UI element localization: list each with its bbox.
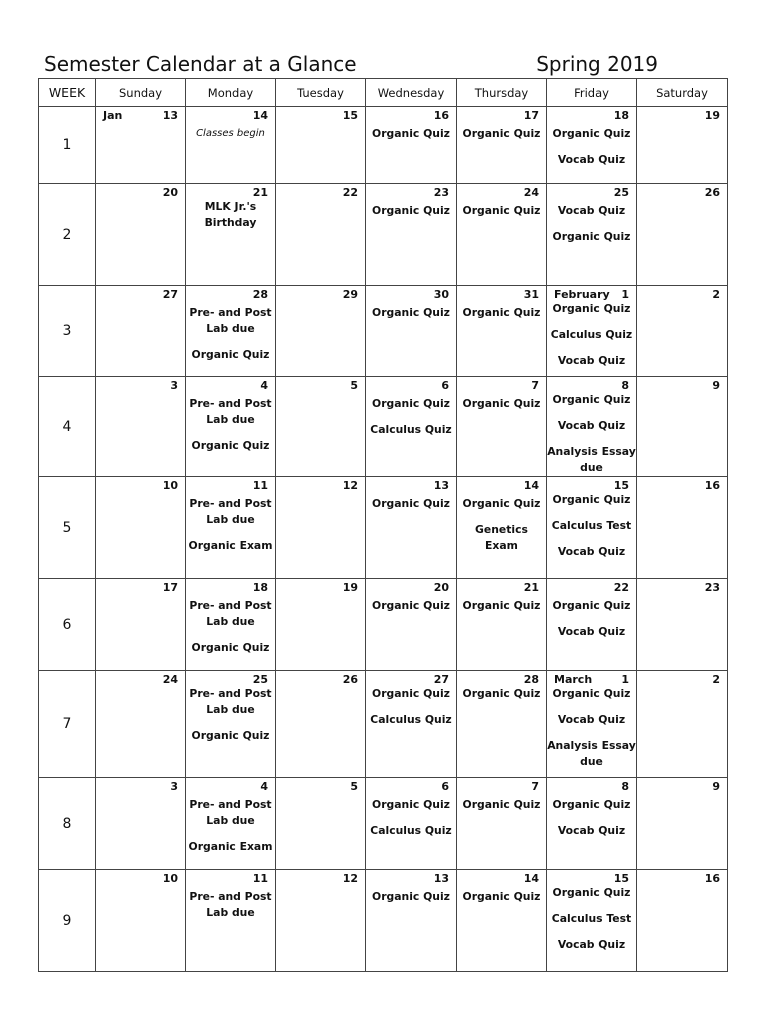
- day-number: 21: [523, 581, 539, 594]
- day-cell-thursday: [457, 107, 547, 184]
- day-number: 19: [342, 581, 358, 594]
- day-number: 20: [433, 581, 449, 594]
- week-number: 2: [39, 184, 96, 286]
- event-item: Vocab Quiz: [557, 938, 626, 951]
- day-cell-saturday: [637, 286, 728, 377]
- event-item: Analysis Essay due: [547, 739, 636, 768]
- day-number: 13: [433, 479, 449, 492]
- day-number: 14: [523, 479, 539, 492]
- event-item: Organic Quiz: [462, 127, 541, 140]
- day-number: 31: [523, 288, 539, 301]
- week-row: [39, 671, 728, 778]
- event-item: Organic Quiz: [552, 798, 631, 811]
- day-number: 4: [260, 780, 268, 793]
- day-cell-thursday: [457, 286, 547, 377]
- day-number: 8: [621, 780, 629, 793]
- event-item: Organic Quiz: [552, 599, 631, 612]
- event-item: Organic Quiz: [462, 599, 541, 612]
- day-cell-tuesday: [276, 778, 366, 870]
- day-number: 25: [613, 186, 629, 199]
- week-row: [39, 870, 728, 972]
- day-cell-wednesday: [366, 184, 457, 286]
- event-item: Organic Quiz: [462, 497, 541, 510]
- event-item: Pre- and Post Lab due: [189, 306, 272, 335]
- day-cell-tuesday: [276, 579, 366, 671]
- event-item: Calculus Quiz: [370, 713, 452, 726]
- day-cell-tuesday: [276, 286, 366, 377]
- day-cell-saturday: [637, 870, 728, 972]
- event-item: MLK Jr.'s Birthday: [204, 200, 257, 229]
- day-cell-thursday: [457, 579, 547, 671]
- day-number: 23: [433, 186, 449, 199]
- day-number: 18: [252, 581, 268, 594]
- page-title: Semester Calendar at a Glance: [44, 52, 357, 76]
- day-cell-sunday: [96, 671, 186, 778]
- week-number: 7: [39, 671, 96, 778]
- day-number: 5: [350, 379, 358, 392]
- day-cell-friday: [547, 778, 637, 870]
- event-item: Organic Exam: [188, 840, 273, 853]
- day-cell-thursday: [457, 671, 547, 778]
- day-number: 25: [252, 673, 268, 686]
- event-item: Organic Quiz: [372, 397, 450, 410]
- day-cell-wednesday: [366, 671, 457, 778]
- day-cell-friday: [547, 107, 637, 184]
- day-cell-wednesday: [366, 477, 457, 579]
- column-header-tuesday: Tuesday: [276, 79, 366, 107]
- day-number: 4: [260, 379, 268, 392]
- day-number: 21: [252, 186, 268, 199]
- day-number: 16: [433, 109, 449, 122]
- day-number: 9: [712, 379, 720, 392]
- week-row: [39, 184, 728, 286]
- day-number: 11: [252, 872, 268, 885]
- day-number: 29: [342, 288, 358, 301]
- semester-label: Spring 2019: [536, 52, 658, 76]
- day-number: 16: [704, 872, 720, 885]
- day-number: 13: [162, 109, 178, 122]
- column-header-sunday: Sunday: [96, 79, 186, 107]
- day-number: 17: [523, 109, 539, 122]
- day-cell-saturday: [637, 778, 728, 870]
- day-cell-monday: [186, 671, 276, 778]
- event-item: Vocab Quiz: [557, 824, 626, 837]
- day-cell-tuesday: [276, 107, 366, 184]
- day-cell-wednesday: [366, 870, 457, 972]
- day-number: 15: [613, 479, 629, 492]
- day-cell-sunday: [96, 184, 186, 286]
- day-number: 26: [342, 673, 358, 686]
- month-label: Jan: [103, 109, 123, 122]
- day-number: 10: [162, 479, 178, 492]
- day-cell-friday: [547, 377, 637, 477]
- calendar-header: [44, 52, 664, 78]
- day-cell-friday: [547, 184, 637, 286]
- event-item: Analysis Essay due: [547, 445, 636, 474]
- day-cell-thursday: [457, 184, 547, 286]
- day-cell-sunday: [96, 579, 186, 671]
- day-number: 16: [704, 479, 720, 492]
- day-cell-tuesday: [276, 671, 366, 778]
- day-cell-sunday: [96, 778, 186, 870]
- day-number: 5: [350, 780, 358, 793]
- day-number: 12: [342, 479, 358, 492]
- day-number: 27: [433, 673, 449, 686]
- week-row: [39, 107, 728, 184]
- day-cell-thursday: [457, 477, 547, 579]
- day-cell-monday: [186, 477, 276, 579]
- day-number: 3: [170, 780, 178, 793]
- day-number: 11: [252, 479, 268, 492]
- day-cell-friday: [547, 671, 637, 778]
- day-cell-tuesday: [276, 477, 366, 579]
- day-cell-thursday: [457, 377, 547, 477]
- day-number: 30: [433, 288, 449, 301]
- day-cell-tuesday: [276, 184, 366, 286]
- event-item: Organic Quiz: [372, 127, 450, 140]
- event-item: Calculus Test: [551, 912, 632, 925]
- event-item: Vocab Quiz: [557, 354, 626, 367]
- column-header-monday: Monday: [186, 79, 276, 107]
- event-item: Organic Quiz: [462, 890, 541, 903]
- day-cell-tuesday: [276, 870, 366, 972]
- day-cell-monday: [186, 184, 276, 286]
- day-number: 7: [531, 379, 539, 392]
- event-item: Organic Quiz: [552, 393, 631, 406]
- day-cell-friday: [547, 286, 637, 377]
- day-number: 9: [712, 780, 720, 793]
- day-cell-wednesday: [366, 286, 457, 377]
- event-item: Classes begin: [196, 128, 265, 139]
- event-item: Vocab Quiz: [557, 625, 626, 638]
- event-item: Organic Quiz: [372, 204, 450, 217]
- day-cell-monday: [186, 107, 276, 184]
- event-item: Organic Quiz: [372, 497, 450, 510]
- day-cell-monday: [186, 870, 276, 972]
- event-item: Pre- and Post Lab due: [189, 397, 272, 426]
- event-item: Calculus Quiz: [370, 423, 452, 436]
- event-item: Organic Quiz: [552, 230, 631, 243]
- event-item: Organic Quiz: [462, 798, 541, 811]
- day-number: 18: [613, 109, 629, 122]
- day-number: 17: [162, 581, 178, 594]
- event-item: Organic Quiz: [372, 599, 450, 612]
- event-item: Organic Quiz: [462, 306, 541, 319]
- event-item: Organic Quiz: [372, 798, 450, 811]
- week-number: 5: [39, 477, 96, 579]
- day-cell-sunday: [96, 477, 186, 579]
- day-cell-saturday: [637, 377, 728, 477]
- day-cell-sunday: [96, 870, 186, 972]
- day-number: 15: [342, 109, 358, 122]
- day-cell-saturday: [637, 107, 728, 184]
- week-row: [39, 778, 728, 870]
- week-number: 3: [39, 286, 96, 377]
- day-number: 26: [704, 186, 720, 199]
- day-number: 6: [441, 379, 449, 392]
- event-item: Genetics Exam: [475, 523, 528, 552]
- day-number: 13: [433, 872, 449, 885]
- day-number: 27: [162, 288, 178, 301]
- event-item: Vocab Quiz: [557, 545, 626, 558]
- event-item: Organic Quiz: [191, 641, 270, 654]
- day-number: 6: [441, 780, 449, 793]
- day-number: 1: [621, 673, 629, 686]
- event-item: Organic Quiz: [191, 729, 270, 742]
- column-header-week: WEEK: [39, 79, 96, 107]
- day-number: 24: [162, 673, 178, 686]
- event-item: Vocab Quiz: [557, 204, 626, 217]
- day-cell-wednesday: [366, 377, 457, 477]
- day-number: 28: [523, 673, 539, 686]
- event-item: Organic Quiz: [191, 439, 270, 452]
- day-cell-tuesday: [276, 377, 366, 477]
- event-item: Vocab Quiz: [557, 713, 626, 726]
- day-number: 24: [523, 186, 539, 199]
- week-row: [39, 579, 728, 671]
- event-item: Calculus Quiz: [550, 328, 633, 341]
- event-item: Organic Quiz: [462, 687, 541, 700]
- day-cell-monday: [186, 778, 276, 870]
- event-item: Organic Quiz: [552, 493, 631, 506]
- month-label: February: [554, 288, 610, 301]
- event-item: Organic Quiz: [552, 127, 631, 140]
- week-row: [39, 286, 728, 377]
- day-number: 10: [162, 872, 178, 885]
- week-number: 8: [39, 778, 96, 870]
- event-item: Vocab Quiz: [557, 419, 626, 432]
- week-row: [39, 377, 728, 477]
- day-number: 2: [712, 288, 720, 301]
- day-cell-friday: [547, 870, 637, 972]
- day-number: 2: [712, 673, 720, 686]
- day-cell-sunday: [96, 107, 186, 184]
- day-number: 12: [342, 872, 358, 885]
- day-number: 22: [613, 581, 629, 594]
- day-number: 8: [621, 379, 629, 392]
- week-number: 4: [39, 377, 96, 477]
- column-header-friday: Friday: [547, 79, 637, 107]
- event-item: Organic Quiz: [191, 348, 270, 361]
- day-cell-thursday: [457, 778, 547, 870]
- event-item: Organic Quiz: [552, 302, 631, 315]
- day-number: 3: [170, 379, 178, 392]
- column-header-saturday: Saturday: [637, 79, 728, 107]
- event-item: Vocab Quiz: [557, 153, 626, 166]
- week-number: 1: [39, 107, 96, 184]
- day-number: 1: [621, 288, 629, 301]
- day-number: 28: [252, 288, 268, 301]
- day-cell-monday: [186, 286, 276, 377]
- event-item: Pre- and Post Lab due: [189, 497, 272, 526]
- event-item: Pre- and Post Lab due: [189, 599, 272, 628]
- day-number: 23: [704, 581, 720, 594]
- day-number: 22: [342, 186, 358, 199]
- day-cell-wednesday: [366, 778, 457, 870]
- header-row: [39, 79, 728, 107]
- day-cell-monday: [186, 579, 276, 671]
- day-cell-friday: [547, 579, 637, 671]
- day-number: 15: [613, 872, 629, 885]
- event-item: Pre- and Post Lab due: [189, 890, 272, 919]
- day-cell-sunday: [96, 286, 186, 377]
- day-cell-friday: [547, 477, 637, 579]
- event-item: Organic Quiz: [372, 306, 450, 319]
- day-cell-wednesday: [366, 579, 457, 671]
- event-item: Organic Quiz: [372, 687, 450, 700]
- day-cell-monday: [186, 377, 276, 477]
- column-header-thursday: Thursday: [457, 79, 547, 107]
- week-row: [39, 477, 728, 579]
- event-item: Organic Quiz: [462, 397, 541, 410]
- event-item: Pre- and Post Lab due: [189, 687, 272, 716]
- week-number: 6: [39, 579, 96, 671]
- day-number: 7: [531, 780, 539, 793]
- month-label: March: [554, 673, 593, 686]
- event-item: Organic Quiz: [462, 204, 541, 217]
- day-cell-wednesday: [366, 107, 457, 184]
- day-number: 14: [252, 109, 268, 122]
- event-item: Calculus Test: [551, 519, 632, 532]
- day-cell-sunday: [96, 377, 186, 477]
- day-number: 19: [704, 109, 720, 122]
- event-item: Organic Quiz: [552, 687, 631, 700]
- column-header-wednesday: Wednesday: [366, 79, 457, 107]
- event-item: Organic Quiz: [372, 890, 450, 903]
- day-cell-thursday: [457, 870, 547, 972]
- calendar-table: [38, 78, 728, 972]
- day-cell-saturday: [637, 477, 728, 579]
- day-cell-saturday: [637, 671, 728, 778]
- event-item: Pre- and Post Lab due: [189, 798, 272, 827]
- event-item: Organic Exam: [188, 539, 273, 552]
- day-number: 20: [162, 186, 178, 199]
- day-cell-saturday: [637, 579, 728, 671]
- event-item: Organic Quiz: [552, 886, 631, 899]
- day-number: 14: [523, 872, 539, 885]
- week-number: 9: [39, 870, 96, 972]
- event-item: Calculus Quiz: [370, 824, 452, 837]
- day-cell-saturday: [637, 184, 728, 286]
